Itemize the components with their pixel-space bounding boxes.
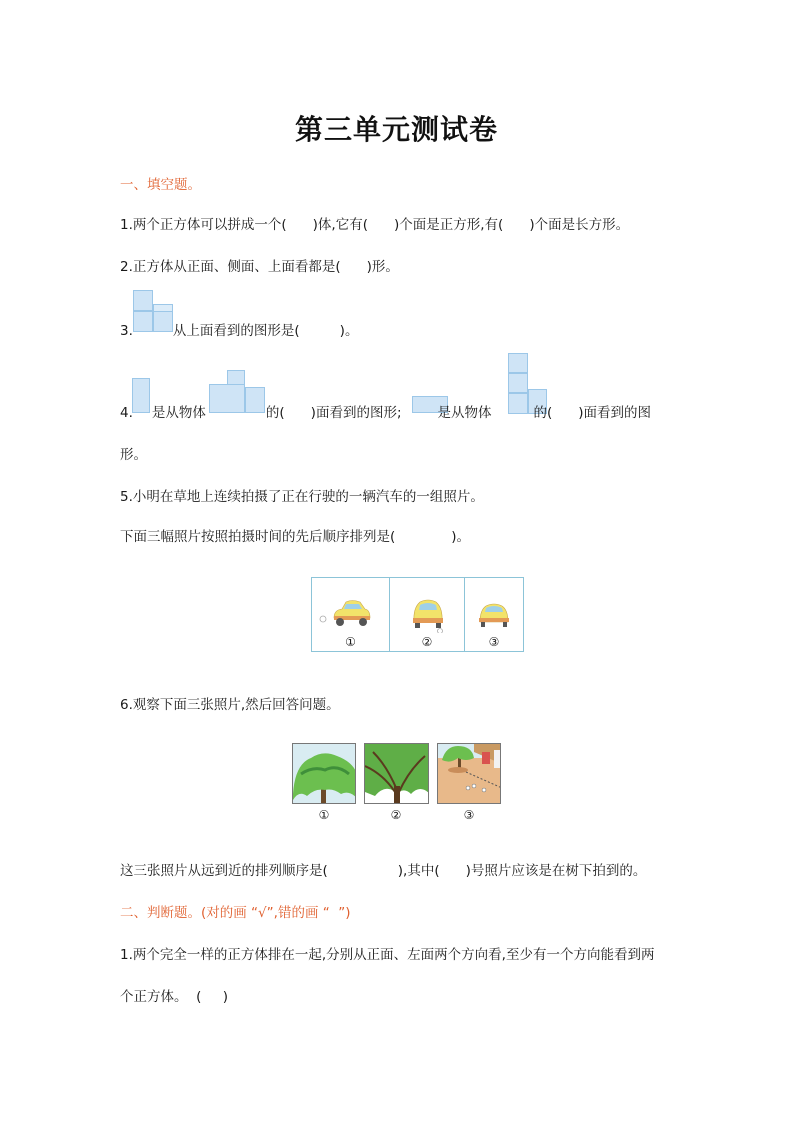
question-4-continued: 形。 — [120, 447, 147, 463]
section-heading-true-false: 二、判断题。(对的画 “√”,错的画 “ ”) — [120, 905, 351, 921]
photo-label: ② — [421, 635, 433, 649]
tree-photo-3 — [437, 743, 501, 804]
question-3: 3. 从上面看到的图形是( )。 — [120, 323, 359, 339]
photo-label: ③ — [488, 635, 500, 649]
photo-label: ① — [318, 808, 330, 822]
question-6-prompt: 这三张照片从远到近的排列顺序是( ),其中( )号照片应该是在树下拍到的。 — [120, 863, 647, 879]
car-photo-2 — [390, 578, 465, 651]
car-photo-strip — [311, 577, 524, 652]
tree-photo-1 — [292, 743, 356, 804]
photo-label: ② — [390, 808, 402, 822]
car-photo-1 — [312, 578, 390, 651]
tf-question-1: 1.两个完全一样的正方体排在一起,分别从正面、左面两个方向看,至少有一个方向能看到两 — [120, 947, 655, 963]
tree-photo-2 — [364, 743, 429, 804]
tree-yard-scene-icon — [438, 744, 501, 804]
car-rear-view-icon — [390, 578, 465, 633]
question-4: 4. 是从物体 的( )面看到的图形; 是从物体 的( )面看到的图 — [120, 405, 652, 421]
car-side-view-icon — [312, 578, 390, 633]
question-5-prompt: 下面三幅照片按照拍摄时间的先后顺序排列是( )。 — [120, 529, 471, 545]
tf-question-1-continued[interactable]: 个正方体。 ( ) — [120, 989, 229, 1005]
page-title: 第三单元测试卷 — [294, 113, 498, 146]
photo-label: ③ — [463, 808, 475, 822]
question-2: 2.正方体从正面、侧面、上面看都是( )形。 — [120, 259, 399, 275]
car-photo-3 — [465, 578, 523, 651]
question-5: 5.小明在草地上连续拍摄了正在行驶的一辆汽车的一组照片。 — [120, 489, 484, 505]
tree-far-icon — [293, 744, 356, 804]
photo-label: ① — [345, 635, 356, 649]
question-6: 6.观察下面三张照片,然后回答问题。 — [120, 697, 340, 713]
question-1: 1.两个正方体可以拼成一个( )体,它有( )个面是正方形,有( )个面是长方形。 — [120, 217, 630, 233]
car-rear-view-far-icon — [465, 578, 523, 633]
tree-near-icon — [365, 744, 429, 804]
section-heading-fill-blank: 一、填空题。 — [120, 177, 201, 193]
